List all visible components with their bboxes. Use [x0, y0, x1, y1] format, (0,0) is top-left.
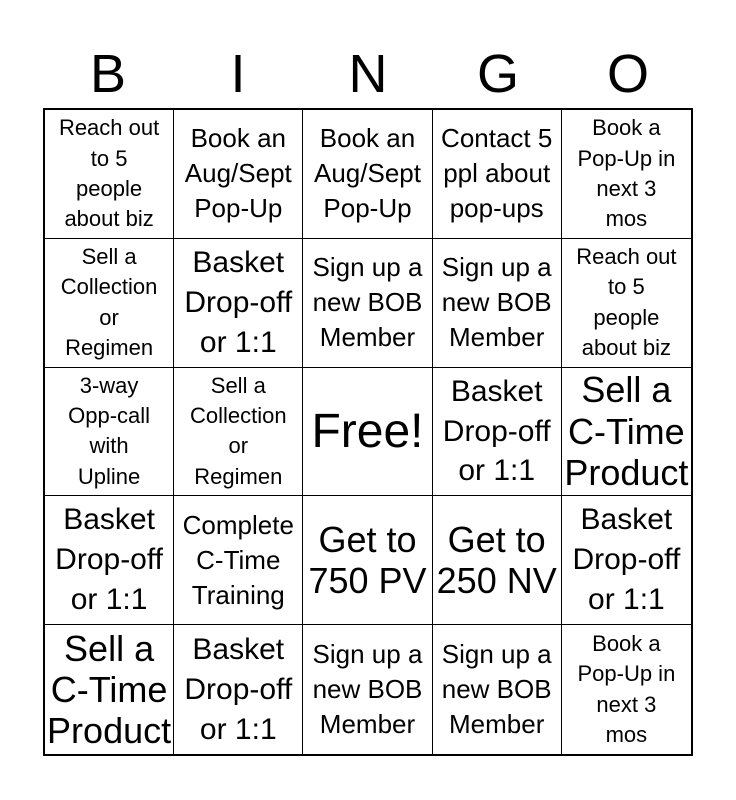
- header-letter-o: O: [606, 44, 649, 104]
- bingo-cell-r2-c4[interactable]: Sign up a new BOB Member: [433, 239, 562, 368]
- bingo-cell-r2-c5[interactable]: Reach out to 5 people about biz: [562, 239, 691, 368]
- bingo-cell-r2-c1[interactable]: Sell a Collection or Regimen: [45, 239, 174, 368]
- header-letter-i: I: [230, 44, 246, 104]
- bingo-board: [43, 108, 693, 756]
- bingo-cell-r1-c5[interactable]: Book a Pop-Up in next 3 mos: [562, 110, 691, 239]
- bingo-cell-free[interactable]: Free!: [303, 368, 432, 497]
- bingo-cell-r4-c5[interactable]: Basket Drop-off or 1:1: [562, 496, 691, 625]
- bingo-cell-r2-c2[interactable]: Basket Drop-off or 1:1: [174, 239, 303, 368]
- bingo-cell-r5-c5[interactable]: Book a Pop-Up in next 3 mos: [577, 630, 676, 747]
- bingo-cell-r1-c1[interactable]: Reach out to 5 people about biz: [45, 110, 174, 239]
- bingo-cell-r3-c2[interactable]: Sell a Collection or Regimen: [174, 368, 303, 497]
- bingo-cell-r5-c2[interactable]: Basket Drop-off or 1:1: [174, 625, 303, 754]
- bingo-cell-r1-c3[interactable]: Book an Aug/Sept Pop-Up: [303, 110, 432, 239]
- bingo-cell-r5-c4[interactable]: Sign up a new BOB Member: [433, 625, 562, 754]
- bingo-header: [43, 40, 693, 108]
- header-letter-b: B: [89, 44, 127, 104]
- bingo-cell-r5-c3[interactable]: Sign up a new BOB Member: [303, 625, 432, 754]
- bingo-cell-r2-c3[interactable]: Sign up a new BOB Member: [303, 239, 432, 368]
- bingo-cell-r1-c4[interactable]: Contact 5 ppl about pop-ups: [433, 110, 562, 239]
- bingo-cell-r4-c4[interactable]: Get to 250 NV: [433, 496, 562, 625]
- bingo-cell-r4-c1[interactable]: Basket Drop-off or 1:1: [45, 496, 174, 625]
- bingo-cell-r1-c2[interactable]: Book an Aug/Sept Pop-Up: [174, 110, 303, 239]
- header-letter-g: G: [476, 44, 519, 104]
- bingo-cell-r3-c5[interactable]: Sell a C-Time Product: [562, 368, 691, 497]
- bingo-cell-r3-c4[interactable]: Basket Drop-off or 1:1: [433, 368, 562, 497]
- header-letter-n: N: [348, 44, 388, 104]
- bingo-cell-r4-c3[interactable]: Get to 750 PV: [303, 496, 432, 625]
- bingo-cell-r3-c1[interactable]: 3-way Opp-call with Upline: [45, 368, 174, 497]
- bingo-cell-r5-c1[interactable]: Sell a C-Time Product: [45, 625, 174, 754]
- bingo-cell-r4-c2[interactable]: Complete C-Time Training: [174, 496, 303, 625]
